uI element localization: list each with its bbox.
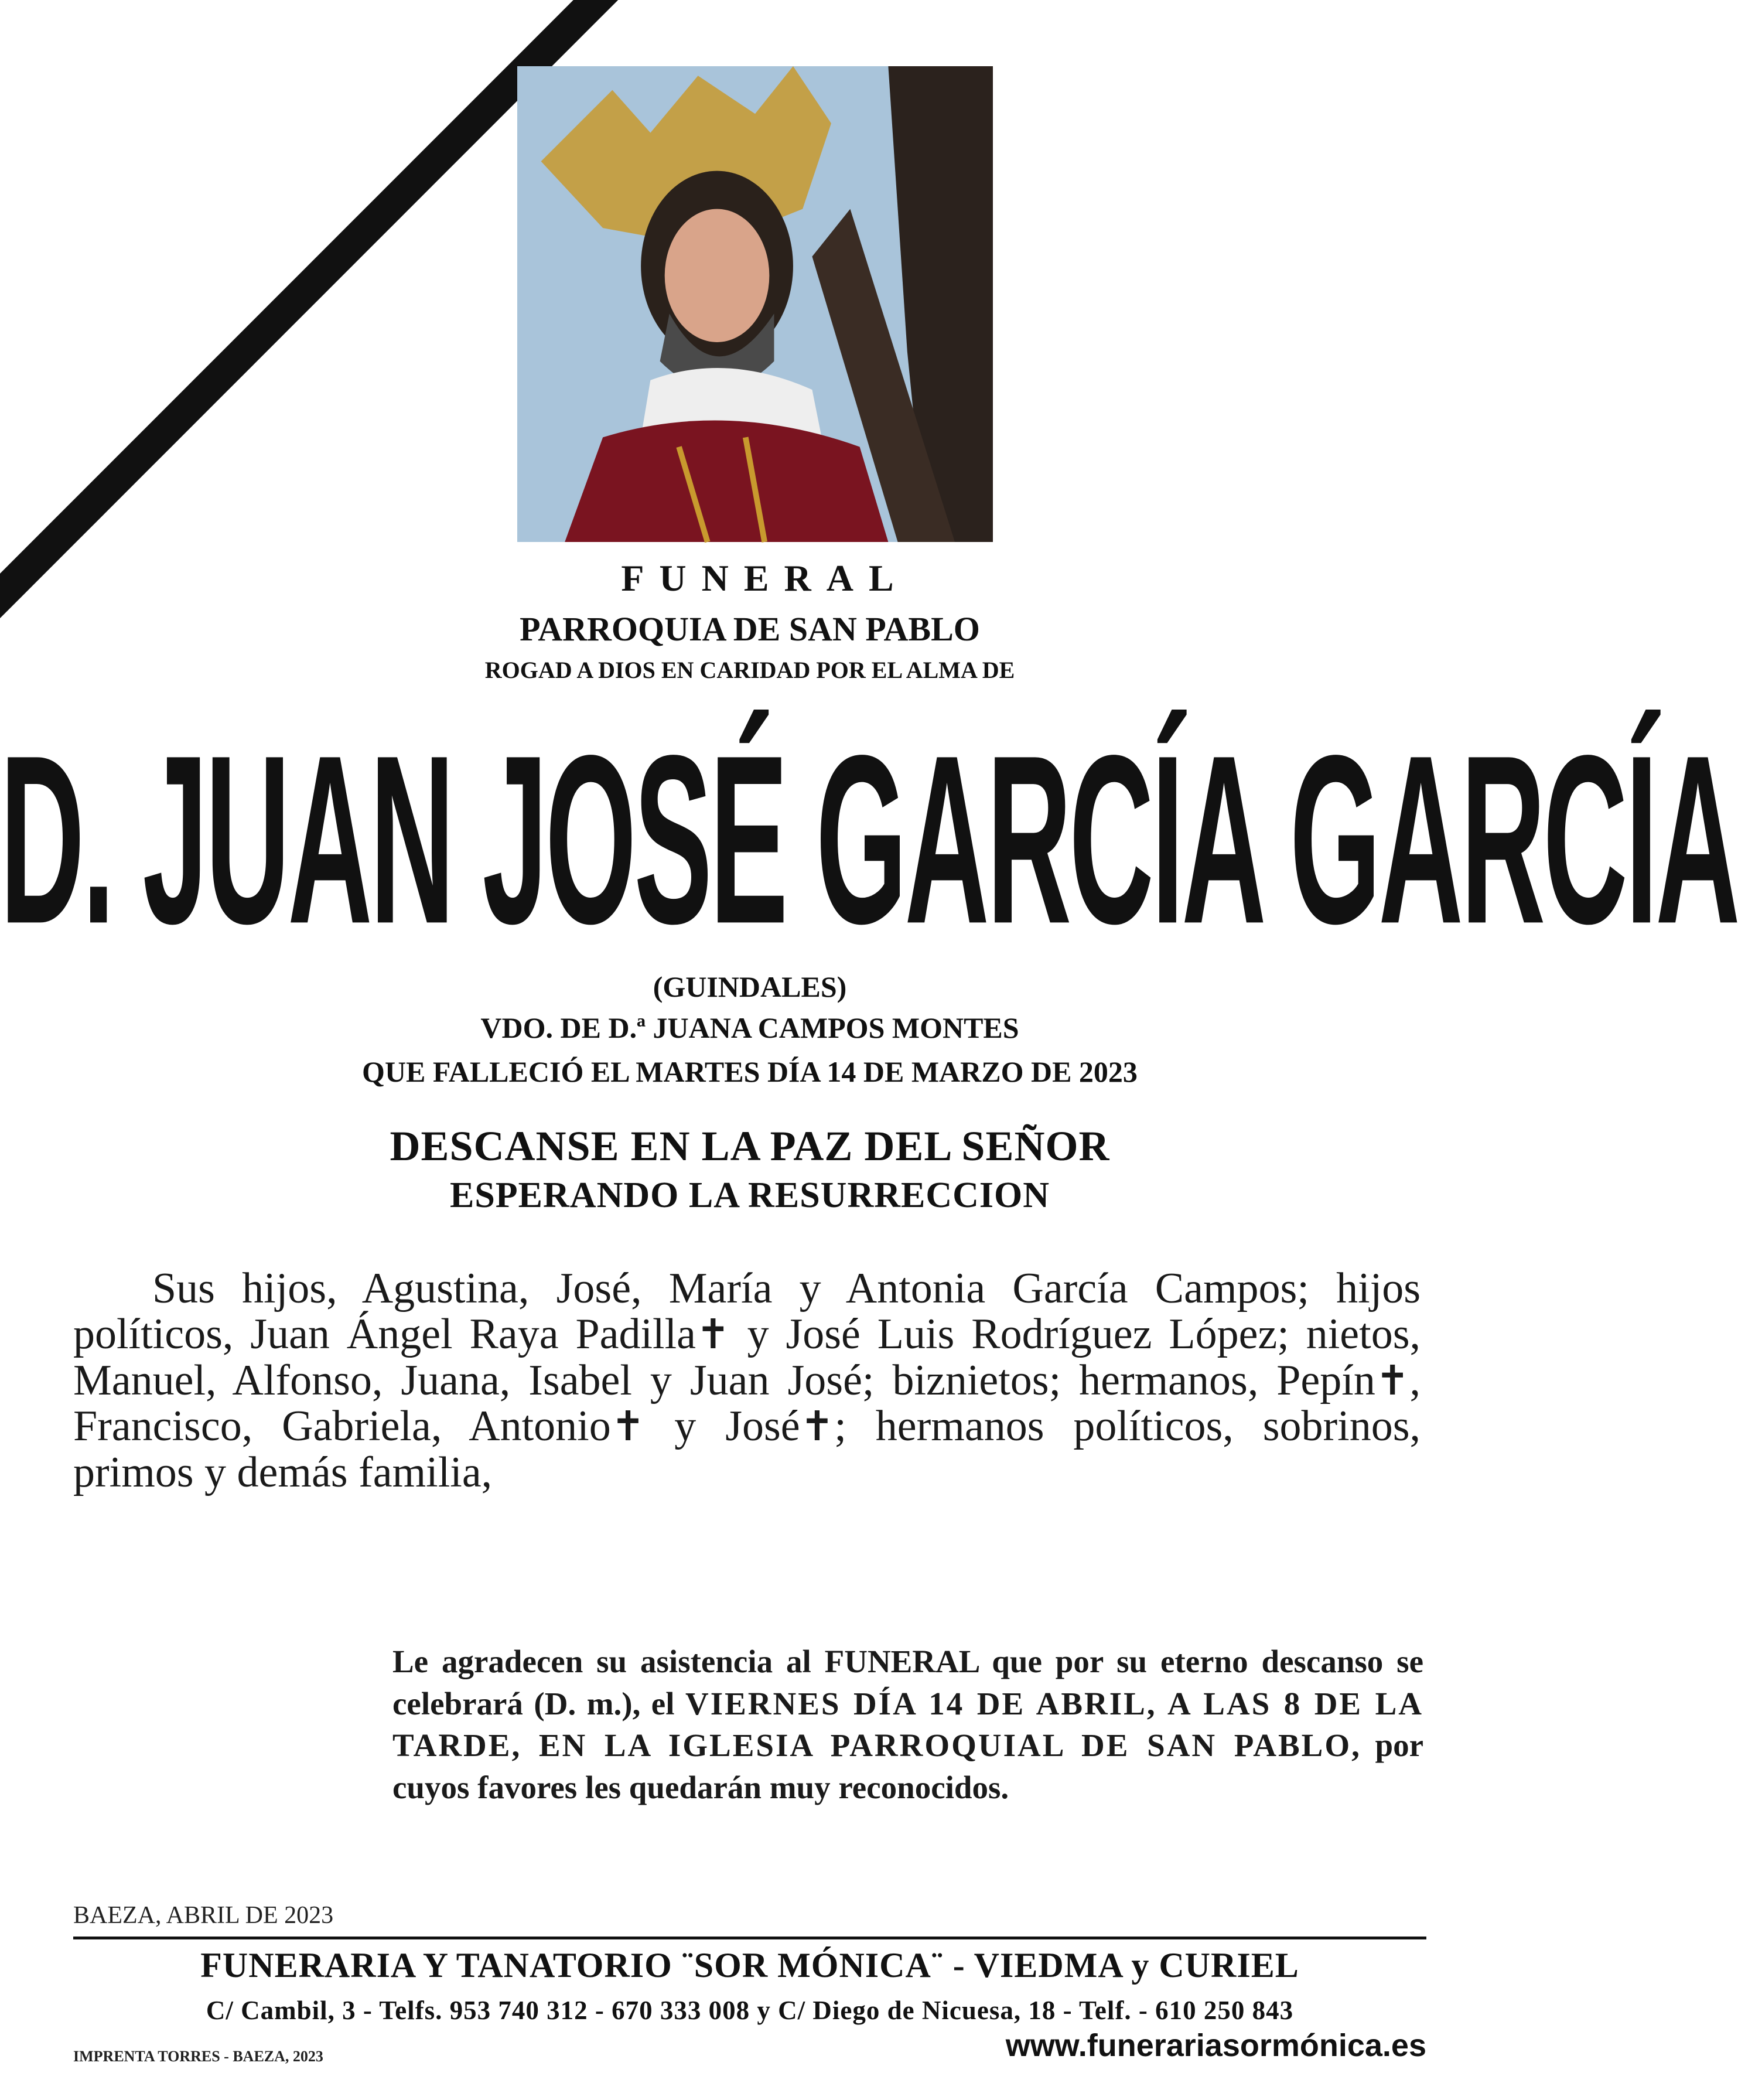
family-paragraph <box>73 1266 1421 1495</box>
death-date-line: QUE FALLECIÓ EL MARTES DÍA 14 DE MARZO DE 2023 <box>362 1055 1138 1088</box>
family-text-1: Sus hijos, Agustina, José, María y Antonia García Campos; hijos políticos, Juan Ángel Raya Padilla <box>73 1264 1421 1359</box>
cross-icon: ✝ <box>800 1402 835 1451</box>
funeral-heading: FUNERAL <box>621 557 909 599</box>
epitaph-line-2: ESPERANDO LA RESURRECCION <box>449 1175 1050 1215</box>
thanks-paragraph <box>392 1641 1423 1808</box>
family-text-5: ; hermanos políticos, sobrinos, primos y demás familia, <box>73 1402 1421 1496</box>
parish-name: PARROQUIA DE SAN PABLO <box>520 610 980 648</box>
website-link[interactable]: www.funerariasormónica.es <box>1005 2028 1426 2063</box>
family-text-2: y José Luis Rodríguez López; nietos, Manuel, Alfonso, Juana, Isabel y Juan José; biznietos; hermanos, Pepín <box>73 1310 1421 1404</box>
place-date: BAEZA, ABRIL DE 2023 <box>73 1902 334 1929</box>
portrait-image <box>517 66 993 542</box>
prayer-line: ROGAD A DIOS EN CARIDAD POR EL ALMA DE <box>484 657 1015 683</box>
portrait-illustration <box>517 66 993 542</box>
thanks-text-2: , por cuyos favores les quedarán muy reconocidos. <box>392 1727 1423 1805</box>
printer-credit: IMPRENTA TORRES - BAEZA, 2023 <box>73 2048 323 2065</box>
family-text-4: y José <box>645 1402 800 1451</box>
thanks-text-1: Le agradecen su asistencia al FUNERAL que por su eterno descanso se celebrará (D. m.), el <box>392 1644 1423 1721</box>
epitaph-line-1: DESCANSE EN LA PAZ DEL SEÑOR <box>390 1123 1110 1170</box>
cross-icon: ✝ <box>610 1402 646 1451</box>
funeral-home-address: C/ Cambil, 3 - Telfs. 953 740 312 - 670 333 008 y C/ Diego de Nicuesa, 18 - Telf. - 610 250 843 <box>206 1996 1294 2025</box>
family-text-3: , Francisco, Gabriela, Antonio <box>73 1356 1421 1451</box>
deceased-name: D. JUAN JOSÉ GARCÍA GARCÍA <box>0 706 1738 974</box>
funeral-home-name: FUNERARIA Y TANATORIO ¨SOR MÓNICA¨ - VIEDMA y CURIEL <box>200 1946 1299 1985</box>
deceased-alias: (GUINDALES) <box>653 970 847 1003</box>
ceremony-details: VIERNES DÍA 14 DE ABRIL, A LAS 8 DE LA TARDE, EN LA IGLESIA PARROQUIAL DE SAN PABLO <box>392 1685 1423 1763</box>
cross-icon: ✝ <box>696 1310 730 1359</box>
footer-divider <box>73 1937 1426 1939</box>
cross-icon: ✝ <box>1375 1356 1410 1404</box>
widower-line: VDO. DE D.ª JUANA CAMPOS MONTES <box>480 1011 1019 1044</box>
